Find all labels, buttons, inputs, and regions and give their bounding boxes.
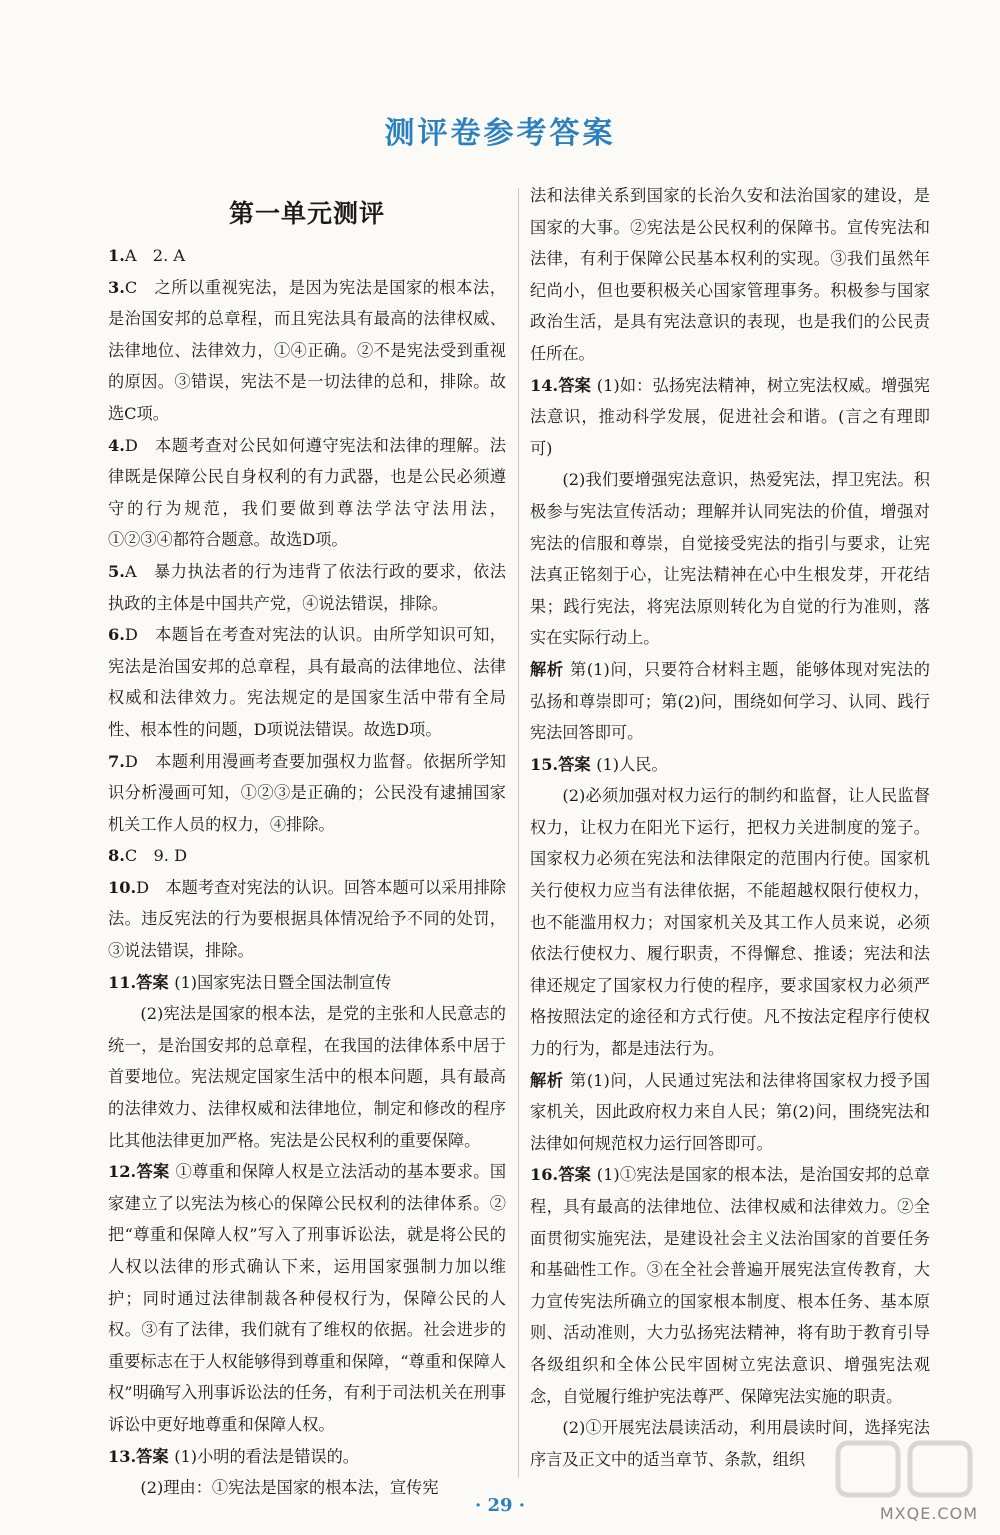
answer-item (108, 1156, 506, 1440)
answer-item (108, 556, 506, 619)
question-number: 12. (108, 1162, 137, 1182)
answer-item (108, 872, 506, 967)
answer-tag: 答案 (136, 1162, 176, 1182)
question-number: 16. (530, 1165, 559, 1185)
question-number: 15. (530, 754, 559, 774)
answer-item (530, 464, 930, 654)
answer-tag: 答案 (136, 972, 175, 992)
answer-text: D 本题利用漫画考查要加强权力监督。依据所学知识分析漫画可知，①②③是正确的；公民没有逮捕国家机关工作人员的权力，④排除。 (108, 751, 506, 834)
page-title: 测评卷参考答案 (384, 116, 616, 151)
answer-item (108, 967, 506, 999)
right-answers (530, 180, 930, 1475)
answer-item (108, 272, 506, 430)
answer-text: (2)理由：①宪法是国家的根本法，宣传宪 (140, 1478, 439, 1498)
answer-tag: 解析 (530, 1070, 571, 1090)
question-number: 8. (108, 846, 125, 866)
answer-text: D 本题旨在考查对宪法的认识。由所学知识可知，宪法是治国安邦的总章程，具有最高的法律地位、法律权威和法律效力。宪法规定的是国家生活中带有全局性、根本性的问题，D项说法错误。故选D项。 (108, 625, 506, 739)
question-number: 4. (108, 435, 125, 455)
answer-text: 法和法律关系到国家的长治久安和法治国家的建设，是国家的大事。②宪法是公民权利的保障书。宣传宪法和法律，有利于保障公民基本权利的实现。③我们虽然年纪尚小，但也要积极关心国家管理事务。积极参与国家政治生活，是具有宪法意识的表现，也是我们的公民责任所在。 (530, 186, 930, 363)
answer-item (530, 749, 930, 781)
question-number: 1. (108, 246, 125, 265)
question-number: 13. (108, 1446, 137, 1466)
answer-item (108, 240, 506, 272)
left-answers (108, 240, 506, 1504)
answer-tag: 答案 (558, 375, 597, 395)
question-number: 3. (108, 277, 125, 297)
answer-text: (2)我们要增强宪法意识，热爱宪法，捍卫宪法。积极参与宪法宣传活动；理解并认同宪法的价值，增强对宪法的信服和尊崇，自觉接受宪法的指引与要求，让宪法真正铭刻于心，让宪法精神在心中生根发芽，开花结果；践行宪法，将宪法原则转化为自觉的行为准则，落实在实际行动上。 (530, 470, 930, 648)
question-number: 14. (530, 375, 559, 395)
answer-item (108, 998, 506, 1156)
question-number: 11. (108, 972, 137, 992)
left-column (108, 188, 506, 1504)
answer-text: (1)如：弘扬宪法精神，树立宪法权威。增强宪法意识，推动科学发展，促进社会和谐。(言之有理即可) (530, 375, 930, 458)
answer-text: D 本题考查对公民如何遵守宪法和法律的理解。法律既是保障公民自身权利的有力武器，也是公民必须遵守的行为规范，我们要做到尊法学法守法用法，①②③④都符合题意。故选D项。 (108, 435, 506, 550)
answer-text: (1)小明的看法是错误的。 (174, 1446, 359, 1466)
answer-text: C 之所以重视宪法，是因为宪法是国家的根本法，是治国安邦的总章程，而且宪法具有最高的法律权威、法律地位、法律效力，①④正确。②不是宪法受到重视的原因。③错误，宪法不是一切法律的总和，排除。故选C项。 (108, 277, 506, 423)
answer-item (108, 840, 506, 872)
answer-text: (2)必须加强对权力运行的制约和监督，让人民监督权力，让权力在阳光下运行，把权力关进制度的笼子。国家权力必须在宪法和法律限定的范围内行使。国家机关行使权力应当有法律依据，不能超越权限行使权力，也不能滥用权力；对国家机关及其工作人员来说，必须依法行使权力、履行职责，不得懈怠、推诿；宪法和法律还规定了国家权力行使的程序，要求国家权力必须严格按照法定的途径和方式行使。凡不按法定程序行使权力的行为，都是违法行为。 (530, 786, 930, 1059)
answer-text: 第(1)问，人民通过宪法和法律将国家权力授予国家机关，因此政府权力来自人民；第(2)问，围绕宪法和法律如何规范权力运行回答即可。 (530, 1070, 930, 1153)
answer-item (108, 619, 506, 745)
answer-tag: 答案 (558, 754, 597, 774)
answer-text: A 暴力执法者的行为违背了依法行政的要求，依法执政的主体是中国共产党，④说法错误，排除。 (108, 561, 506, 613)
right-column (530, 180, 930, 1475)
answer-text: (1)国家宪法日暨全国法制宣传 (174, 972, 392, 992)
page-number: · 29 · (474, 1495, 526, 1516)
answer-text: D 本题考查对宪法的认识。回答本题可以采用排除法。违反宪法的行为要根据具体情况给予不同的处罚，③说法错误，排除。 (108, 877, 506, 961)
answer-item (530, 780, 930, 1064)
answer-item (530, 370, 930, 465)
answer-item (108, 746, 506, 841)
question-number: 5. (108, 561, 125, 581)
answer-item (530, 654, 930, 749)
answer-tag: 答案 (558, 1165, 597, 1185)
answer-item (108, 430, 506, 556)
answer-tag: 答案 (136, 1446, 175, 1466)
question-number: 7. (108, 751, 125, 771)
answer-tag: 解析 (530, 659, 571, 679)
question-number: 6. (108, 625, 125, 645)
answer-item (530, 180, 930, 370)
answer-text: (1)人民。 (596, 754, 668, 774)
watermark-text: MXQE.COM (879, 1504, 978, 1523)
answer-item (108, 1441, 506, 1473)
question-number: 10. (108, 877, 137, 897)
unit-title: 第一单元测评 (228, 199, 385, 228)
answer-item (530, 1159, 930, 1412)
answer-text: (1)①宪法是国家的根本法，是治国安邦的总章程，具有最高的法律地位、法律权威和法律效力。②全面贯彻实施宪法，是建设社会主义法治国家的首要任务和基础性工作。③在全社会普遍开展宪法宣传教育，大力宣传宪法所确立的国家根本制度、根本任务、基本原则、活动准则，大力弘扬宪法精神，将有助于教育引导各级组织和全体公民牢固树立宪法意识、增强宪法观念，自觉履行维护宪法尊严、保障宪法实施的职责。 (530, 1165, 930, 1406)
answer-text: (2)宪法是国家的根本法，是党的主张和人民意志的统一，是治国安邦的总章程，在我国的法律体系中居于首要地位。宪法规定国家生活中的根本问题，具有最高的法律效力、法律权威和法律地位，制定和修改的程序比其他法律更加严格。宪法是公民权利的重要保障。 (108, 1004, 506, 1150)
column-divider (518, 188, 519, 1478)
answer-text: 第(1)问，只要符合材料主题，能够体现对宪法的弘扬和尊崇即可；第(2)问，围绕如何学习、认同、践行宪法回答即可。 (530, 659, 930, 743)
answer-text: (2)①开展宪法晨读活动，利用晨读时间，选择宪法序言及正文中的适当章节、条款，组织 (530, 1418, 930, 1469)
answer-item (530, 1065, 930, 1160)
answer-text: A 2. A (124, 246, 186, 265)
answer-text: C 9. D (124, 846, 188, 866)
answer-text: ①尊重和保障人权是立法活动的基本要求。国家建立了以宪法为核心的保障公民权利的法律体系。②把“尊重和保障人权”写入了刑事诉讼法，就是将公民的人权以法律的形式确认下来，运用国家强制力加以维护；同时通过法律制裁各种侵权行为，保障公民的人权。③有了法律，我们就有了维权的依据。社会进步的重要标志在于人权能够得到尊重和保障，“尊重和保障人权”明确写入刑事诉讼法的任务，有利于司法机关在刑事诉讼中更好地尊重和保障人权。 (108, 1162, 507, 1434)
